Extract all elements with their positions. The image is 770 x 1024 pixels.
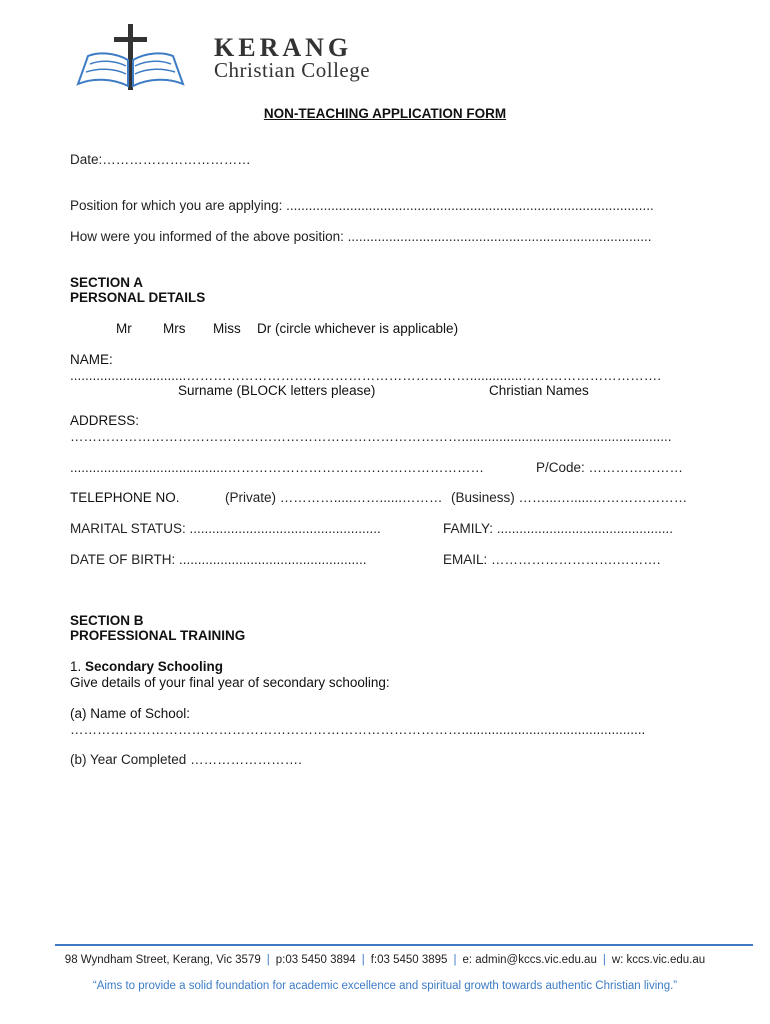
email-field[interactable]: EMAIL: ……………………….………. <box>443 552 661 567</box>
footer-phone: p:03 5450 3894 <box>275 954 356 966</box>
business-phone-field[interactable]: (Business) ……...…......………………… <box>451 490 688 505</box>
date-field[interactable]: Date:…………………………… <box>70 152 251 167</box>
logo-wordmark-line2: Christian College <box>214 58 371 82</box>
footer-divider <box>55 944 753 946</box>
school-name-label: (a) Name of School: <box>70 706 191 721</box>
footer-contact: 98 Wyndham Street, Kerang, Vic 3579 | p:03 5450 3894 | f:03 5450 3895 | e: admin@kccs.vic.edu.au | w: kccs.vic.edu.au <box>64 954 706 966</box>
year-completed-field[interactable]: (b) Year Completed ……………………. <box>70 752 302 767</box>
title-option-miss[interactable]: Miss <box>213 321 241 336</box>
school-name-field[interactable]: ……………………………………………………………………………................................................. <box>70 722 646 737</box>
postcode-field[interactable]: P/Code: ………………… <box>536 460 684 475</box>
christian-names-caption: Christian Names <box>489 383 589 398</box>
section-a-heading: SECTION A <box>70 275 144 290</box>
address-label: ADDRESS: <box>70 413 140 428</box>
item-title: Secondary Schooling <box>85 659 224 674</box>
name-label: NAME: <box>70 352 113 367</box>
informed-field[interactable]: How were you informed of the above position: ................................................................................. <box>70 229 652 244</box>
position-field[interactable]: Position for which you are applying: .................................................................................................. <box>70 198 654 213</box>
item-number: 1. <box>70 659 86 674</box>
date-of-birth-field[interactable]: DATE OF BIRTH: .................................................. <box>70 552 367 567</box>
title-option-mrs[interactable]: Mrs <box>163 321 186 336</box>
marital-status-field[interactable]: MARITAL STATUS: ................................................... <box>70 521 381 536</box>
title-option-mr[interactable]: Mr <box>116 321 132 336</box>
secondary-schooling-heading <box>70 659 223 675</box>
section-b-subheading: PROFESSIONAL TRAINING <box>70 628 246 643</box>
section-b-heading: SECTION B <box>70 613 144 628</box>
surname-caption: Surname (BLOCK letters please) <box>178 383 376 398</box>
footer-fax: f:03 5450 3895 <box>370 954 448 966</box>
address-field-line2[interactable]: ..........................................………………………………………………… <box>70 460 485 475</box>
footer-email[interactable]: e: admin@kccs.vic.edu.au <box>462 954 597 966</box>
telephone-label: TELEPHONE NO. <box>70 490 180 505</box>
logo-wordmark-line1: KERANG <box>214 33 353 62</box>
cross-book-icon <box>76 24 206 94</box>
college-logo <box>76 24 426 94</box>
schooling-instruction: Give details of your final year of secondary schooling: <box>70 675 390 690</box>
address-field-line1[interactable]: ……………………………………………………………………………........................................................ <box>70 429 672 444</box>
footer-street: 98 Wyndham Street, Kerang, Vic 3579 <box>64 954 261 966</box>
family-field[interactable]: FAMILY: ............................................... <box>443 521 674 536</box>
name-field[interactable]: ...............................………………………………………………………..............…………………………. <box>70 368 662 383</box>
footer-motto: “Aims to provide a solid foundation for academic excellence and spiritual growth towards authentic Christian living.” <box>92 980 678 992</box>
section-a-subheading: PERSONAL DETAILS <box>70 290 206 305</box>
footer-web[interactable]: w: kccs.vic.edu.au <box>611 954 706 966</box>
title-option-dr-note[interactable]: Dr (circle whichever is applicable) <box>257 321 459 336</box>
form-title: NON-TEACHING APPLICATION FORM <box>263 106 507 121</box>
private-phone-field[interactable]: (Private) ………….....……......……… <box>225 490 443 505</box>
